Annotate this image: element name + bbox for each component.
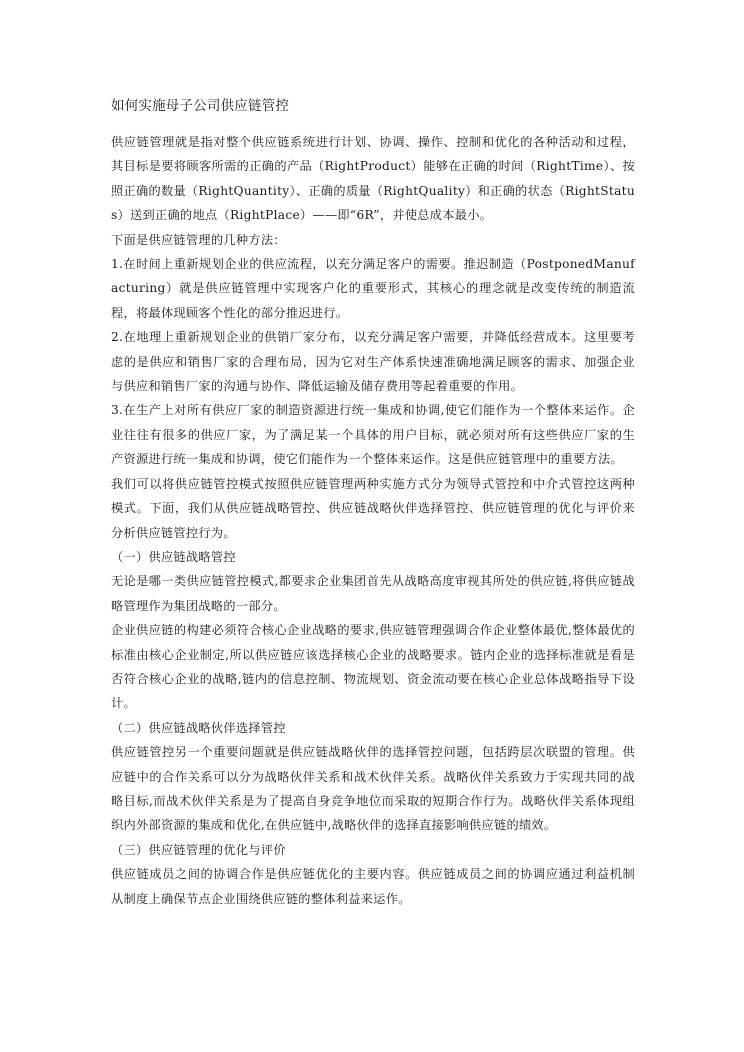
paragraph-strategy-1: 无论是哪一类供应链管控模式,都要求企业集团首先从战略高度审视其所处的供应链,将供应链战略管理作为集团战略的一部分。 xyxy=(111,574,635,613)
section-heading-1: （一）供应链战略管控 xyxy=(111,549,236,564)
document-page xyxy=(111,96,635,911)
document-title: 如何实施母子公司供应链管控 xyxy=(111,98,290,114)
section-heading-2: （二）供应链战略伙伴选择管控 xyxy=(111,720,286,735)
paragraph-method-1: 1.在时间上重新规划企业的供应流程，以充分满足客户的需要。推迟制造（PostponedManufacturing）就是供应链管理中实现客户化的重要形式，其核心的理念就是改变传统的制造流程，将最体现顾客个性化的部分推迟进行。 xyxy=(111,257,635,320)
paragraph-optimization: 供应链成员之间的协调合作是供应链优化的主要内容。供应链成员之间的协调应通过利益机制从制度上确保节点企业围绕供应链的整体利益来运作。 xyxy=(111,867,635,906)
paragraph-control-modes: 我们可以将供应链管控模式按照供应链管理两种实施方式分为领导式管控和中介式管控这两种模式。下面，我们从供应链战略管控、供应链战略伙伴选择管控、供应链管理的优化与评价来分析供应链管控行为。 xyxy=(111,476,635,540)
paragraph-method-2: 2.在地理上重新规划企业的供销厂家分布，以充分满足客户需要，并降低经营成本。这里要考虑的是供应和销售厂家的合理布局，因为它对生产体系快速准确地满足顾客的需求、加强企业与供应和销售厂家的沟通与协作、降低运输及储存费用等起着重要的作用。 xyxy=(111,330,635,394)
paragraph-partner-selection: 供应链管控另一个重要问题就是供应链战略伙伴的选择管控问题，包括跨层次联盟的管理。供应链中的合作关系可以分为战略伙伴关系和战术伙伴关系。战略伙伴关系致力于实现共同的战略目标,而战术伙伴关系是为了提高自身竞争地位而采取的短期合作行为。战略伙伴关系体现组织内外部资源的集成和优化,在供应链中,战略伙伴的选择直接影响供应链的绩效。 xyxy=(111,745,635,833)
paragraph-methods-lead: 下面是供应链管理的几种方法： xyxy=(111,232,286,247)
section-heading-3: （三）供应链管理的优化与评价 xyxy=(111,842,286,857)
paragraph-intro: 供应链管理就是指对整个供应链系统进行计划、协调、操作、控制和优化的各种活动和过程，其目标是要将顾客所需的正确的产品（RightProduct）能够在正确的时间（RightTime）、按照正确的数量（RightQuantity）、正确的质量（RightQuality）和正确的状态（RightStatus）送到正确的地点（RightPlace）——即“6R”，并使总成本最小。 xyxy=(111,135,635,223)
paragraph-method-3: 3.在生产上对所有供应厂家的制造资源进行统一集成和协调,使它们能作为一个整体来运作。企业往往有很多的供应厂家，为了满足某一个具体的用户目标，就必须对所有这些供应厂家的生产资源进行统一集成和协调，使它们能作为一个整体来运作。这是供应链管理中的重要方法。 xyxy=(111,403,635,467)
paragraph-strategy-2: 企业供应链的构建必须符合核心企业战略的要求,供应链管理强调合作企业整体最优,整体最优的标准由核心企业制定,所以供应链应该选择核心企业的战略要求。链内企业的选择标准就是看是否符合核心企业的战略,链内的信息控制、物流规划、资金流动要在核心企业总体战略指导下设计。 xyxy=(111,623,635,711)
